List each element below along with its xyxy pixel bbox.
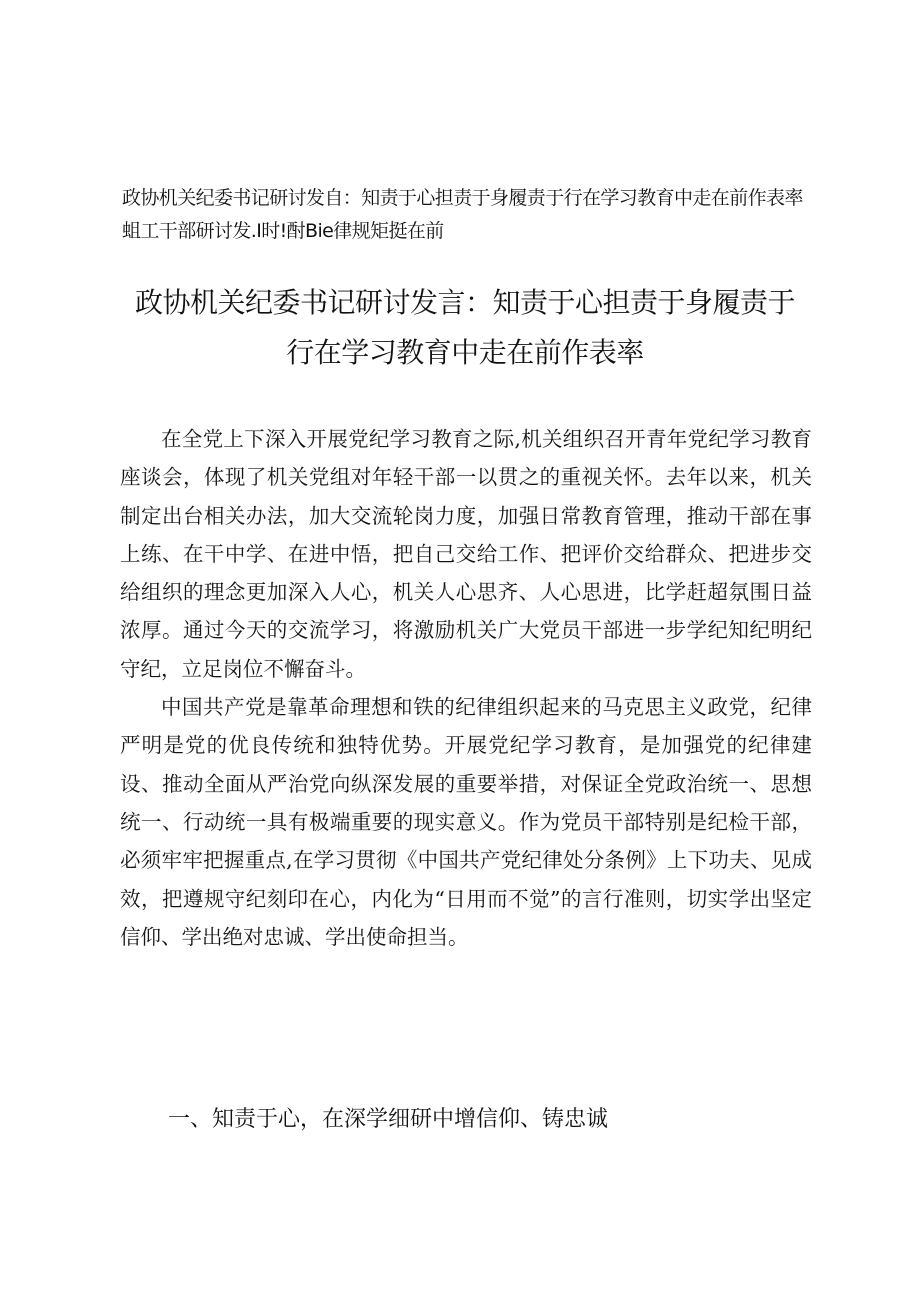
paragraph-2: 中国共产党是靠革命理想和铁的纪律组织起来的马克思主义政党，纪律严明是党的优良传统和独特优势。开展党纪学习教育，是加强党的纪律建设、推动全面从严治党向纵深发展的重要举措，对保证全党政治统一、思想统一、行动统一具有极端重要的现实意义。作为党员干部特别是纪检干部，必须牢牢把握重点,在学习贯彻《中国共产党纪律处分条例》上下功夫、见成效，把遵规守纪刻印在心，内化为“日用而不觉”的言行准则，切实学出坚定信仰、学出绝对忠诚、学出使命担当。	[120, 695, 812, 949]
paragraph-1: 在全党上下深入开展党纪学习教育之际,机关组织召开青年党纪学习教育座谈会，体现了机关党组对年轻干部一以贯之的重视关怀。去年以来，机关制定出台相关办法，加大交流轮岗力度，加强日常教育管理，推动干部在事上练、在干中学、在进中悟，把自己交给工作、把评价交给群众、把进步交给组织的理念更加深入人心，机关人心思齐、人心思进，比学赶超氛围日益浓厚。通过今天的交流学习，将激励机关广大党员干部进一步学纪知纪明纪守纪，立足岗位不懈奋斗。	[120, 427, 812, 681]
document-title	[120, 278, 810, 378]
header-note	[122, 182, 822, 248]
document-body	[120, 420, 812, 956]
title-line-1: 政协机关纪委书记研讨发言：知责于心担责于身履责于	[134, 286, 795, 319]
header-note-line-1: 政协机关纪委书记研讨发自：知责于心担责于身履责于行在学习教育中走在前作表率	[122, 187, 803, 209]
section-heading: 一、知责于心，在深学细研中增信仰、铸忠诚	[168, 1107, 609, 1132]
title-line-2: 行在学习教育中走在前作表率	[286, 336, 644, 369]
header-note-line-2: 蛆工干部研讨发.I时!酎Bie律规矩挺在前	[122, 220, 444, 242]
